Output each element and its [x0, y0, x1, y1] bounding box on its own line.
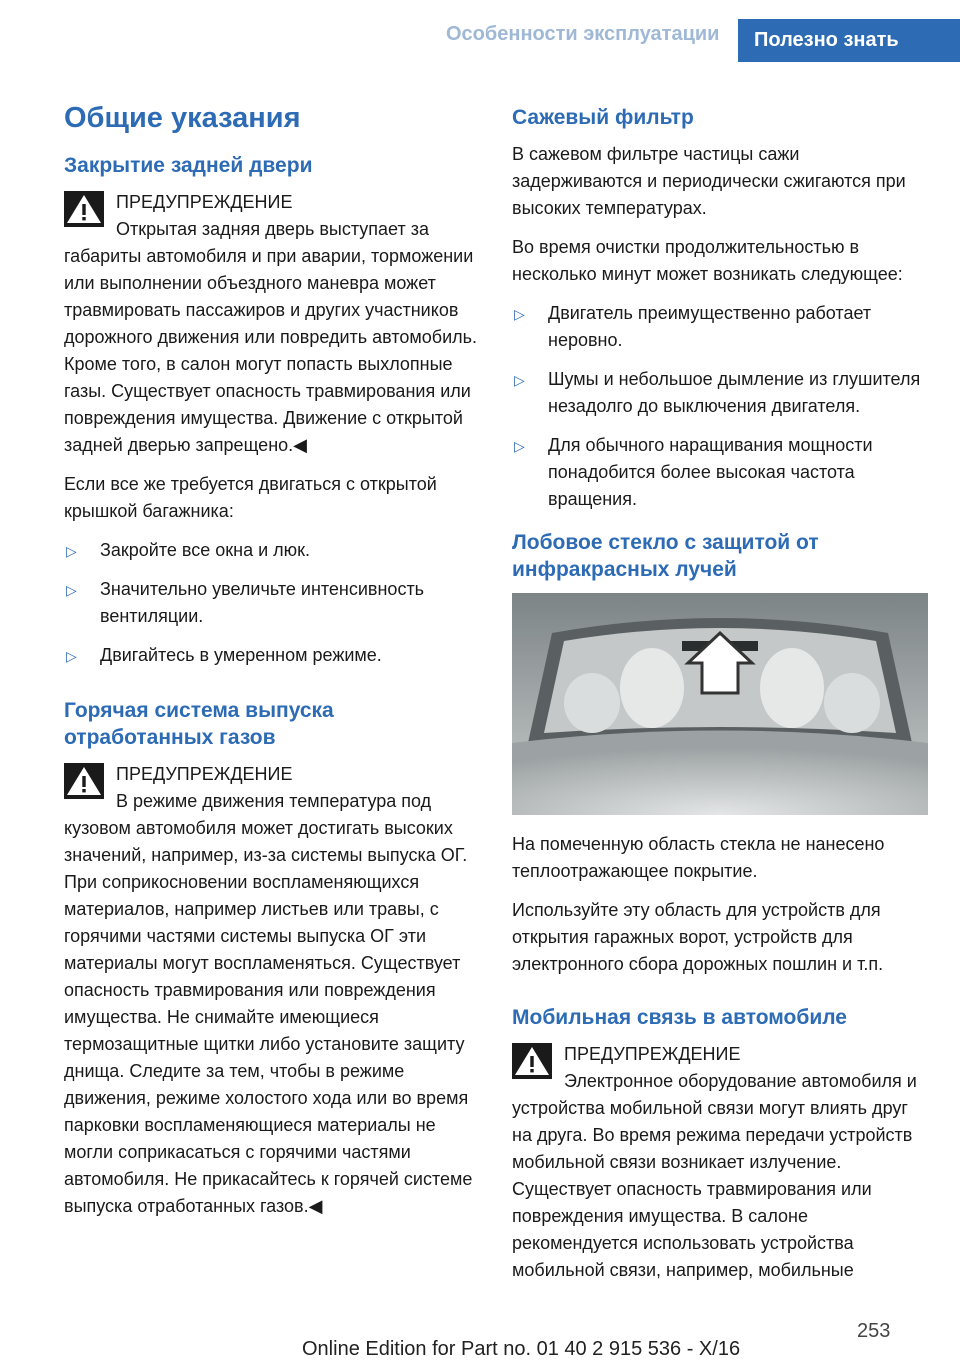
list-item: ▷ Закройте все окна и люк. — [64, 537, 480, 564]
bullet-list — [512, 300, 928, 513]
section-heading-windshield: Лобовое стекло с защитой от инфракрасных лучей — [512, 531, 819, 581]
list-item: ▷ Двигатель преимущественно работает неровно. — [514, 303, 872, 350]
triangle-right-icon: ▷ — [66, 543, 77, 559]
section-heading-exhaust: Горячая система выпуска отработанных газов — [64, 699, 334, 749]
section-heading-mobile: Мобильная связь в автомобиле — [512, 1006, 847, 1029]
warning-triangle-icon — [64, 763, 104, 799]
warning-triangle-icon — [64, 191, 104, 227]
paragraph: Во время очистки продолжительностью в несколько минут может возникать следующее: — [512, 237, 903, 284]
left-column — [64, 100, 480, 1232]
header-section-title: Особенности эксплуатации — [446, 23, 720, 45]
triangle-right-icon: ▷ — [514, 306, 525, 322]
windshield-illustration — [512, 593, 928, 815]
section-heading-rear-door: Закрытие задней двери — [64, 154, 313, 177]
warning-text: Электронное оборудование автомобиля и устройства мобильной связи могут влиять друг на друга. Во время режима передачи устройств мобильной связи возникает излучение. Существует опасность травмирования или повреждения имущества. В салоне рекомендуется использовать устройства мобильной связи, например, мобильные — [512, 1071, 917, 1280]
section-heading-soot-filter: Сажевый фильтр — [512, 106, 694, 129]
list-item: ▷ Двигайтесь в умеренном режиме. — [64, 642, 480, 669]
header-chapter-tab: Полезно знать — [738, 19, 960, 62]
list-item: ▷ Значительно увеличьте интенсивность вентиляции. — [66, 579, 425, 626]
warning-title: ПРЕДУПРЕЖДЕНИЕ — [564, 1044, 741, 1064]
page-header — [0, 0, 960, 62]
triangle-right-icon: ▷ — [66, 648, 77, 664]
warning-block — [512, 1041, 928, 1284]
paragraph: В сажевом фильтре частицы сажи задерживаются и периодически сжигаются при высоких температурах. — [512, 144, 906, 218]
paragraph: Используйте эту область для устройств для открытия гаражных ворот, устройств для электронного сбора дорожных пошлин и т.п. — [512, 900, 884, 974]
triangle-right-icon: ▷ — [514, 372, 525, 388]
warning-title: ПРЕДУПРЕЖДЕНИЕ — [116, 192, 293, 212]
warning-text: Открытая задняя дверь выступает за габариты автомобиля и при аварии, торможении или выполнении объездного маневра может травмировать пассажиров и других участников дорожного движения или повредить автомобиль. Кроме того, в салон могут попасть выхлопные газы. Существует опасность травмирования или повреждения имущества. Движение с открытой задней дверью запрещено.◀ — [64, 219, 478, 455]
paragraph: Если все же требуется двигаться с открытой крышкой багажника: — [64, 474, 437, 521]
bullet-list — [64, 537, 480, 669]
warning-triangle-icon — [512, 1043, 552, 1079]
warning-block — [64, 189, 480, 459]
paragraph: На помеченную область стекла не нанесено теплоотражающее покрытие. — [512, 834, 885, 881]
list-item: ▷ Шумы и небольшое дымление из глушителя незадолго до выключения двигателя. — [514, 369, 921, 416]
warning-block — [64, 761, 480, 1220]
triangle-right-icon: ▷ — [514, 438, 525, 454]
right-column — [512, 100, 928, 1296]
warning-title: ПРЕДУПРЕЖДЕНИЕ — [116, 764, 293, 784]
warning-text: В режиме движения температура под кузовом автомобиля может достигать высоких значений, например, из-за системы выпуска ОГ. При соприкосновении воспламеняющихся материалов, например листьев или травы, с горячими частями системы выпуска ОГ эти материалы могут воспламеняться. Существует опасность травмирования или повреждения имущества. Не снимайте имеющиеся термозащитные щитки либо установите защиту днища. Следите за тем, чтобы в режиме движения, режиме холостого хода или во время парковки воспламеняющиеся материалы не могли соприкасаться с горячими частями автомобиля. Не прикасайтесь к горячей системе выпуска отработанных газов.◀ — [64, 791, 473, 1216]
list-item: ▷ Для обычного наращивания мощности понадобится более высокая частота вращения. — [514, 435, 873, 509]
page-title: Общие указания — [64, 102, 301, 134]
online-edition-note: Online Edition for Part no. 01 40 2 915 536 - X/16 — [302, 1338, 741, 1360]
page-number: 253 — [857, 1320, 891, 1342]
triangle-right-icon: ▷ — [66, 582, 77, 598]
